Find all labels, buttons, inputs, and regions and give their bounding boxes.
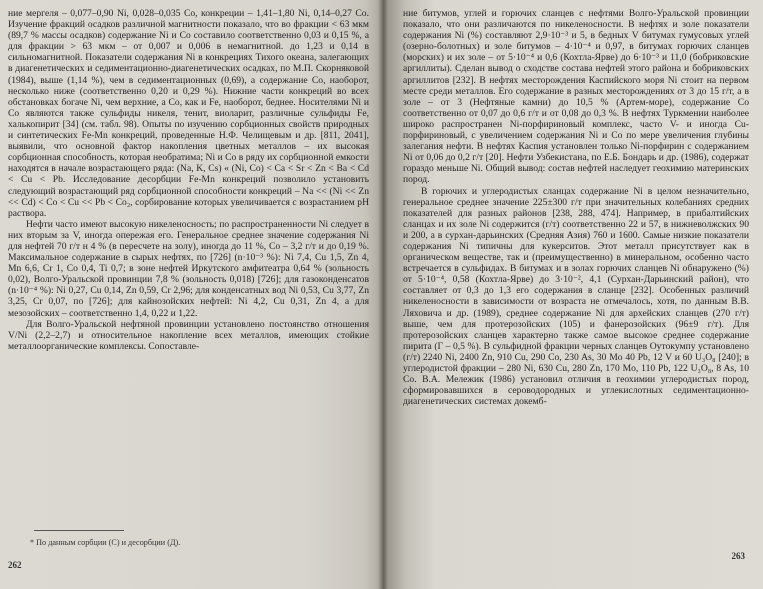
footnote: * По данным сорбции (С) и десорбции (Д). [30,538,181,547]
page-number-right: 263 [731,551,745,561]
right-page [383,0,763,589]
left-paragraph-3: Для Волго-Уральской нефтяной провинции установлено постоянство отношения V/Ni (2,2–2,7) и относительное накопление всех металлов, имеющих стойкие металлоорганические комплексы. Сопоставле- [8,318,369,352]
footnote-divider [34,530,124,531]
left-paragraph-2: Нефти часто имеют высокую никеленосность; по распространенности Ni следует в них вторым за V, иногда опережая его. Генеральное среднее значение содержания Ni для нефтей 70 г/т н 4 % (в пересчете на золу), иногда до 11 %, Co – 3,2 г/т и до 0,19 %. Максимальное содержание в сырых нефтях, по [726] (n·10⁻³ %): Ni 7,4, Cu 1,5, Zn 4, Mn 6,6, Cr 1, Co 0,4, Ti 0,7; в зоне нефтей Иркутского амфитеатра 0,64 % (зольность 0,02), Волго-Уральской провинции 7,8 % (зольность 0,018) [726]; для газоконденсатов (n·10⁻⁴ %): Ni 0,27, Cu 0,14, Zn 0,59, Cr 2,96; для конденсатных вод Ni 0,53, Cu 3,77, Zn 3,25, Cr 0,07, по [726]; для кайнозойских нефтей: Ni 4,2, Cu 0,31, Zn 4, а для мезозойских – соответственно 1,4, 0,22 и 1,22. [8,218,369,319]
left-paragraph-1: ние мергеля – 0,077–0,90 Ni, 0,028–0,035 Co, конкреции – 1,41–1,80 Ni, 0,14–0,27 Co. Изучение фракций осадков различной магнитности показало, что во фракции < 63 мкм (89,7 % массы осадков) содержание Ni и Co составило соответственно 0,03 и 0,15 %, а для фракции > 63 мкм – от 0,007 и 0,006 в немагнитной. до 1,23 и 0,14 в сильномагнитной. Показатели содержания Ni в конкрециях Тихого океана, залегающих в диагенетических и седиментационно-диагенетических осадках, по М.П. Скорняковой (1984), выше (1,14 %), чем в седиментационных (0,69), а содержание Co, наоборот, несколько ниже (соответственно 0,20 и 0,29 %). Нижние части конкреций во всех обстановках богаче Ni, чем верхние, а Co, как и Fe, наоборот, беднее. Носителями Ni и Co являются также сульфиды никеля, тенит, виоларит, различные сульфиды Fe, халькопирит [34] (см. табл. 98). Опыты по изучению сорбционных свойств природных и синтетических Fe-Mn конкреций, проведенные Н.Ф. Челищевым и др. [811, 2041], выявили, что основной фактор накопления цветных металлов – их высокая сорбционная способность, которая необратима; Ni и Co в ряду их сорбционной емкости находятся в начале возрастающего ряда: (Na, K, Cs) « (Ni, Co) < Ca < Sr < Zn < Ba < Cd < Cu < Pb. Исследование десорбции Fe-Mn конкреций позволило установить следующий возрастающий ряд сорбционной способности конкреций – Na << (Ni << Zn << Cd) < Co < Cu << Pb < Co₂, сорбирование которых увеличивается с возрастанием pH раствора. [8,8,369,219]
page-number-left: 262 [8,560,22,570]
right-paragraph-1: ние битумов, углей и горючих сланцев с нефтями Волго-Уральской провинции показало, что они различаются по никеленосности. В нефтях и золе показатели содержания Ni (%) составляют 2,9·10⁻³ и 5, в бедных V битумах гумусовых углей (озерно-болотных) и золе битумов – 4·10⁻⁴ и 0,97, в битумах горючих сланцев (морских) и их золе – от 5·10⁻⁴ и 0,6 (Кохтла-Ярве) до 6·10⁻³ и 11,0 (бобриковские аргиллиты). Сделан вывод о сходстве состава нефтей этого района и бобриковских аргиллитов [232]. В нефтях месторождения Каспийского моря Ni стоит на первом месте среди металлов. Его содержание в разных месторождениях от 3 до 15 г/т, а в золе – от 3 (Нефтяные камни) до 10,5 % (Артем-море), содержание Co соответственно от 0,07 до 0,6 г/т и от 0,08 до 0,3 %. В нефтях Туркмении наиболее широко распространен Ni-порфириновый комплекс, часто V- и иногда Cu- порфириновый, с увеличением содержания Ni и Co по мере увеличения глубины залегания нефти. В нефтях Каспия установлен только Ni-порфирин с содержанием Ni от 0,06 до 0,2 г/т [20]. Нефти Узбекистана, по Е.Б. Бондарь и др. (1986), содержат гораздо меньше Ni. Общий вывод: состав нефтей наследует геохимию материнских пород. [403,8,749,186]
right-paragraph-2: В горючих и углеродистых сланцах содержание Ni в целом незначительно, генеральное среднее значение 225±300 г/т при значительных колебаниях средних показателей для разных районов [238, 288, 474]. Например, в прибалтийских сланцах и их золе Ni содержится (г/т) соответственно 22 и 57, в нижневолжских 90 и 200, а в сурхан-дарьинских (Средняя Азия) 760 и 1600. Самые низкие показатели содержания Ni типичны для кукерситов. Этот металл присутствует как в органическом веществе, так и (преимущественно) в минеральном, особенно часто встречается в сульфидах. В битумах и в золах горючих сланцев Ni обнаружено (%) от 5·10⁻⁴, 0,58 (Кохтла-Ярве) до 3·10⁻², 4,1 (Сурхан-Дарьинский район), что составляет от 0,3 до 1,3 его содержания в сланце [232]. Особенных различий никеленосности в зависимости от возраста не отмечалось, хотя, по данным В.В. Ляховича и др. (1989), среднее содержание Ni для архейских сланцев (270 г/т) выше, чем для протерозойских (105) и фанерозойских (96±9 г/т). Для протерозойских сланцев характерно также самое высокое среднее содержание пирита (Г – 0,5 %). В сульфидной фракции черных сланцев Оутокумпу установлено (г/т) 2240 Ni, 2400 Zn, 910 Cu, 290 Co, 230 As, 30 Mo 40 Pb, 12 V и 60 U₃O₈ [240]; в углеродистой фракции – 280 Ni, 630 Cu, 280 Zn, 170 Mo, 110 Pb, 122 U₃O₈, 8 As, 10 Co. В.А. Мележик (1986) установил отличия в геохимии углеродистых пород, сформировавшихся в сероводородных и углекислотных седиментационно-диагенетических системах докемб- [403,185,749,408]
book-gutter [378,0,388,589]
